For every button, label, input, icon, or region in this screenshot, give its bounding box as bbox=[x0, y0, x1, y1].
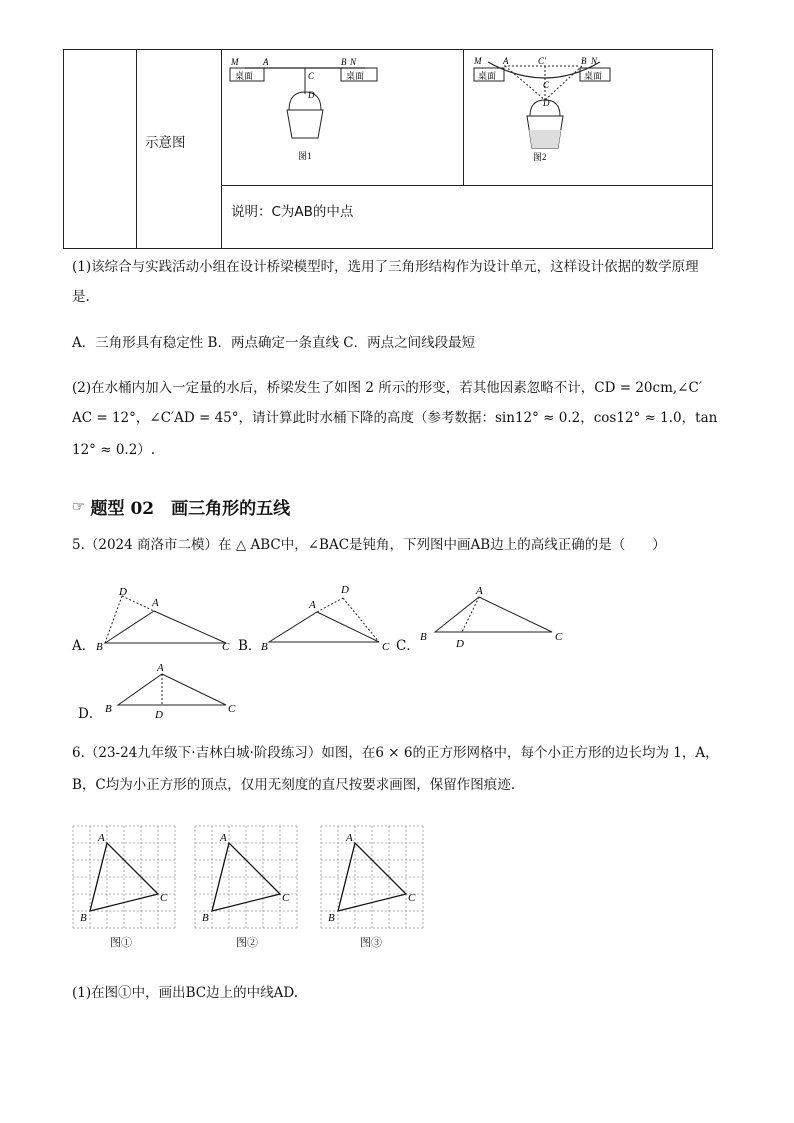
table-label-cell bbox=[137, 50, 222, 248]
svg-text:C: C bbox=[408, 892, 416, 904]
q4-part2-line2: AC = 12°，∠C′AD = 45°，请计算此时水桶下降的高度（参考数据：sin12° ≈ 0.2，cos12° ≈ 1.0，tan bbox=[72, 410, 718, 426]
svg-text:A: A bbox=[476, 585, 483, 597]
svg-text:C: C bbox=[228, 703, 236, 715]
fig2-caption: 图2 bbox=[533, 152, 547, 162]
svg-text:C: C bbox=[222, 641, 230, 653]
q5-option-c-letter: C． bbox=[396, 638, 420, 654]
svg-text:M: M bbox=[231, 57, 239, 67]
section-title: 题型 02 画三角形的五线 bbox=[90, 499, 291, 519]
svg-text:A: A bbox=[157, 662, 164, 674]
svg-text:A: A bbox=[220, 832, 227, 844]
fig1-desk-right: 桌面 bbox=[346, 71, 365, 81]
svg-text:B: B bbox=[80, 912, 87, 924]
svg-text:M: M bbox=[474, 56, 482, 66]
q5-option-b-figure bbox=[255, 578, 400, 654]
svg-text:A: A bbox=[346, 832, 353, 844]
q4-options: A．三角形具有稳定性 B．两点确定一条直线 C．两点之间线段最短 bbox=[72, 335, 476, 351]
q6-grid-1-caption: 图① bbox=[110, 936, 132, 949]
svg-text:C: C bbox=[160, 892, 168, 904]
q6-grid-3 bbox=[320, 825, 424, 929]
svg-text:D: D bbox=[543, 98, 550, 108]
svg-text:N: N bbox=[591, 56, 598, 66]
q5-option-b-letter: B． bbox=[238, 638, 262, 654]
table-note: 说明：C为AB的中点 bbox=[231, 204, 354, 220]
table-h-divider bbox=[222, 185, 712, 186]
dashed-ad bbox=[505, 66, 545, 100]
svg-text:B: B bbox=[105, 703, 112, 715]
svg-text:B: B bbox=[581, 56, 587, 66]
q5-option-c-figure bbox=[415, 582, 575, 652]
svg-text:B: B bbox=[261, 641, 268, 653]
svg-text:B: B bbox=[202, 912, 209, 924]
q4-part1-line1: (1)该综合与实践活动小组在设计桥梁模型时，选用了三角形结构作为设计单元，这样设计依据的数学原理 bbox=[72, 259, 699, 275]
table-v-divider bbox=[463, 50, 464, 185]
svg-text:D: D bbox=[456, 638, 464, 650]
bucket-handle bbox=[289, 92, 321, 110]
table-row-label: 示意图 bbox=[145, 135, 186, 151]
svg-text:C: C bbox=[282, 892, 290, 904]
q5-stem: 5.（2024 商洛市二模）在 △ ABC中，∠BAC是钝角，下列图中画AB边上的高线正确的是（ ） bbox=[72, 537, 666, 553]
svg-text:D: D bbox=[155, 709, 163, 721]
svg-text:B: B bbox=[341, 57, 347, 67]
svg-text:D: D bbox=[308, 90, 315, 100]
svg-text:A: A bbox=[152, 597, 159, 609]
svg-text:D: D bbox=[341, 584, 349, 596]
svg-text:N: N bbox=[350, 57, 357, 67]
bucket-water bbox=[529, 130, 561, 148]
q5-option-d-figure bbox=[100, 660, 245, 722]
q6-stem-line2: B，C均为小正方形的顶点，仅用无刻度的直尺按要求画图，保留作图痕迹. bbox=[72, 777, 516, 793]
q5-option-a-figure bbox=[92, 584, 237, 654]
table-empty-cell bbox=[64, 50, 137, 248]
q4-part2-line3: 12° ≈ 0.2）. bbox=[72, 442, 156, 458]
svg-text:C: C bbox=[555, 631, 563, 643]
figure-1-bridge bbox=[225, 52, 385, 164]
q6-grid-1 bbox=[72, 825, 176, 929]
svg-text:C: C bbox=[543, 80, 550, 90]
svg-text:B: B bbox=[420, 631, 427, 643]
figure-2-bridge-deformed bbox=[470, 52, 620, 164]
svg-text:C: C bbox=[308, 71, 315, 81]
svg-text:A: A bbox=[309, 599, 316, 611]
dashed-bd bbox=[545, 66, 582, 100]
q6-grid-3-caption: 图③ bbox=[360, 936, 382, 949]
bucket bbox=[287, 110, 323, 138]
svg-text:B: B bbox=[328, 912, 335, 924]
q4-part1-line2: 是. bbox=[72, 289, 90, 305]
svg-text:A: A bbox=[98, 832, 105, 844]
svg-text:桌面: 桌面 bbox=[584, 71, 603, 81]
svg-text:C: C bbox=[382, 641, 390, 653]
q4-part2-line1: (2)在水桶内加入一定量的水后，桥梁发生了如图 2 所示的形变，若其他因素忽略不计，CD = 20cm,∠C′ bbox=[72, 380, 702, 396]
pointing-hand-icon: ☞ bbox=[72, 497, 86, 516]
svg-text:C′: C′ bbox=[538, 56, 546, 66]
section-heading bbox=[72, 494, 290, 520]
q5-option-d-letter: D． bbox=[78, 706, 103, 722]
svg-text:A: A bbox=[503, 56, 509, 66]
q6-grid-2 bbox=[194, 825, 298, 929]
fig1-desk-left: 桌面 bbox=[235, 71, 254, 81]
fig1-caption: 图1 bbox=[298, 151, 312, 161]
svg-text:桌面: 桌面 bbox=[478, 71, 497, 81]
svg-text:A: A bbox=[263, 57, 269, 67]
q6-stem-line1: 6.（23-24九年级下·吉林白城·阶段练习）如图，在6 × 6的正方形网格中，每个小正方形的边长均为 1，A， bbox=[72, 745, 719, 761]
q6-part1: (1)在图①中，画出BC边上的中线AD. bbox=[72, 985, 299, 1001]
svg-text:D: D bbox=[119, 586, 127, 598]
q5-option-a-letter: A． bbox=[72, 638, 96, 654]
svg-text:B: B bbox=[96, 641, 103, 653]
q6-grid-2-caption: 图② bbox=[236, 936, 258, 949]
